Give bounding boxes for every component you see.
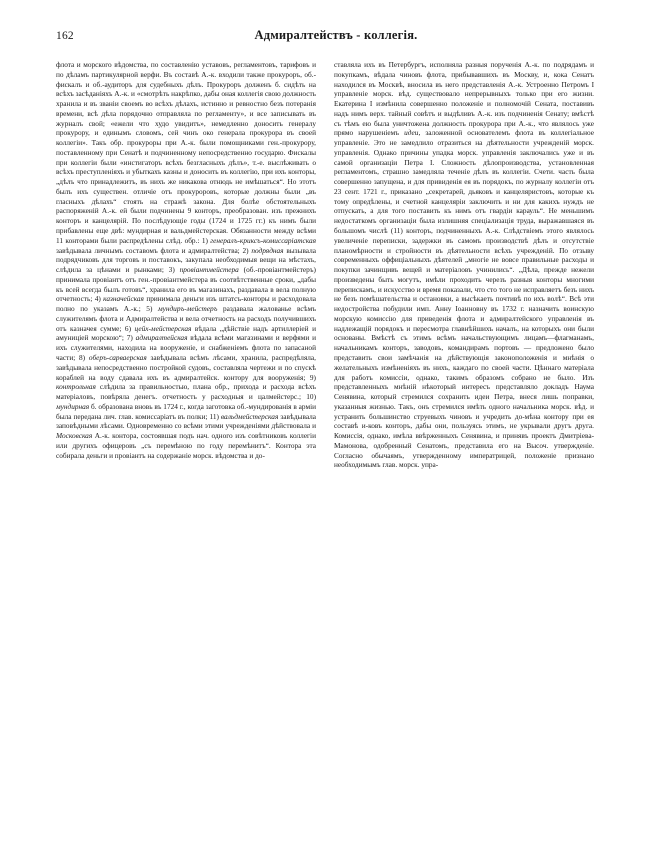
- column-left: [56, 60, 316, 830]
- text-columns: [56, 60, 594, 830]
- running-title: Адмиралтействъ - коллегія.: [254, 28, 418, 42]
- column-left-text: флота и морского вѣдомства, по составленію уставовъ, регламентовъ, тарифовъ и по дѣламъ партикулярной верфи. Въ составѣ А.-к. входили также прокуроръ, об.-фискалъ и об.-аудиторъ для судебныхъ дѣлъ. Прокуроръ долженъ б. сидѣть на всѣхъ засѣданіяхъ А.-к. и «смотрѣть накрѣпко, дабы оная коллегія свою должность хранила и въ званіи своемъ во всѣхъ дѣлахъ, истинно и ревностно безъ потеранія времени, всѣ дѣла порядочно отправляла по регламенту», и все записывать въ журналъ свой; «ежели что худо увидитъ», немедленно доносить генералу прокурору, и единымъ словомъ, сей чинъ око генерала прокурора въ своей коллегіи». Такъ обр. прокуроры при А.-к. были помощниками ген.-прокурору, поставленному при Сенатѣ и подчиненному непосредственно государю. Фискалы при коллегіи были «инстигаторъ всѣхъ безгласныхъ дѣлъ», т.-е. выслѣживать о всѣхъ преступленіяхъ и убыткахъ казны и доносить въ коллегію, при ихъ конторы, „дѣлъ что принадлежитъ, въ нихъ же никакова отнюдь не имѣшаться“. Но этотъ былъ ихъ существен. отличіе отъ прокуроровъ, которые должны были „въ гласныхъ дѣлахъ“ стоять на стражѣ закона. Для болѣе обстоятельныхъ распоряженій А.-к. ей были подчинены 9 конторъ, преобразован. изъ прежнихъ конторъ и канцелярій. По послѣдующіе годы (1724 и 1725 гг.) къ нимъ были прибавлены еще двѣ: мундирная и вальдмейстерская. Обязанности между всѣми 11 конторами были распредѣлены слѣд. обр.: 1) генералъ-криксъ-комиссаріатская завѣдывала личнымъ составомъ флота и адмиралтейства; 2) подрядная вызывала подрядчиковъ для торговъ и поставокъ, закупала необходимыя вещи на мѣстахъ, слѣдила за цѣнами и рынками; 3) провіантмейстера (об.-провіантмейстеръ) принимала провіантъ отъ ген.-провіантмейстера въ соотвѣтственные сроки, „дабы къ всей всегда былъ готовъ“, хранила его въ магазинахъ, раздавала в вела полную отчетность; 4) казначейская принимала деньги изъ штатсъ-конторы и расходовала полно по указамъ А.-к.; 5) мундиръ-мейстеръ раздавала жалованье всѣмъ служителямъ флота и Адмиралтейства и вела отчетность на расходъ получившихъ отъ казначея сумме; 6) цейх-мейстерская вѣдала „дѣйствіе надъ артиллеріей и амуниціей морскою“; 7) адмиралтейская вѣдала всѣми магазинами и верфями и ихъ служителями, находила на вооруженіе, и снабженіемъ флота по запасаной части; 8) оберъ-сарваерская завѣдывала всѣмъ лѣсами, хранила, распредѣляла, завѣдывала непосредственно постройкой судовъ, составляла чертежи и по спускѣ кораблей на воду сдавала ихъ въ адмиралтейск. контору для вооруженія; 9) контрольная слѣдила за правильностью, плана обр., прихода и расхода всѣхъ матеріаловъ, повѣряла денегъ. отчетность у расходныя и цалмейстерс.; 10) мундирная б. образована вновь въ 1724 г., когда заготовка об.-мундированія в арміи была передана лич. глав. комиссаріатъ въ полки; 11) вальдмейстерская завѣдывала заповѣдными лѣсами. Одновременно со всѣми этими учрежденіями дѣйствовала и Московская А.-к. контора, состоявшая подъ нач. одного изъ совѣтниковъ коллегіи или другихъ офицеровъ „съ перемѣною по году перемѣнитъ“. Контора эта собирала деньги и провіантъ на содержаніе морск. вѣдомства и до-: [56, 60, 316, 460]
- column-right-text: ставляла ихъ въ Петербургъ, исполняла разныя порученія А.-к. по подрядамъ и покупкамъ, вѣдала чиновъ флота, прибывавшихъ въ Москву, и, кока Сенатъ находился въ Москвѣ, вносила въ него представленія А.-к. Устроенно Петромъ I управленіе морск. вѣд. существовало непрерывныхъ только при его жизни. Екатерина I измѣнила совершенно положеніе и полномочій Сената, поставивъ надъ нимъ верх. тайный совѣтъ и выдѣливъ А.-к. изъ подчиненія Сенату; вмѣстѣ съ тѣмъ ею была уничтожена должность прокурора при А.-к., что являлось уже прямо нарушеніемъ идеи, заложенной основателемъ флота въ коллегіальное управленіе. Это не замедлило отразиться на дѣятельности учрежденій морск. управленія. Однако причины упадка морск. управленія заключались уже и въ самой организаціи Петра I. Сложность дѣлопроизводства, установленная регламентомъ, страшно замедляла теченіе дѣлъ въ коллегіи. Счети. часть была совершенно запущена, и для привиденія ея въ порядокъ, по журналу коллегіи отъ 23 сент. 1721 г., приказано „секретарей, дьяковъ и канцеляристовъ, которые къ тому опредѣлены, и счетной канцеляріи заключить и ни для какихъ нуждъ не отпускать, а для того поставить къ нимъ отъ гвардіи карауль“. Не меньшимъ недостаткомъ организаціи была излишняя спеціализація труда, выражавшаяся въ большомъ числѣ (11) конторъ, подчиненныхъ А.-к. Слѣдствіемъ этого являлось увеличеніе переписки, задержки въ самомъ производствѣ дѣлъ и отсутствіе планомѣрности и стройности въ дѣятельности всѣхъ учрежденій. По отзыву современныхъ оффиціальныхъ дѣятелей „многіе не вовсе правильные расходы и покупки зачинщивъ вещей и матеріаловъ учинились“. „Дѣла, прежде нежели произведены быть могутъ, имѣли проходить черезъ разныя конторы многими перепискамъ, и искусство и время показали, что сто того не исправляетъ безъ нихъ не безъ помѣшательства и остановки, а высѣкаеть почтивѣ по ихъ волѣ“. Всѣ эти недостройства побудили имп. Анну Іоанновну въ 1732 г. назначить воинскую морскую комиссію для приведенія флота и адмиралтейского управленія въ надлежащій порядокъ и пересмотра главнѣйшихъ началъ, на которыхъ они были основаны. Вмѣстѣ съ этимъ всѣмъ начальствующимъ лицамъ—флагманамъ, начальникамъ конторъ, заводовъ, командирамъ портовъ — предложено было представить свои замѣчанія на дѣйствующія законоположенія и мнѣнія о желательныхъ измѣненіяхъ въ нихъ, каждаго по своей части. Цѣннаго матеріала для работъ комиссіи, однако, такимъ образомъ собрано не было. Изъ представленныхъ мнѣній нѣкоторый интересъ представляло докладъ Наума Сенявина, который стремился сохранить идеи Петра, внеся лишь поправки, указанныя жизнью. Такъ, онъ стремился имѣть одного начальника морск. вѣд. и устранить большинство струевыхъ чиновъ и учредить до-мѣна контору при ея составѣ и-ковъ конторъ, дабы они, пользуясь этимъ, не укрывали другъ друга. Комиссія, однако, имѣла ввѣрженныхъ Сенявина, и принявъ проектъ Дмитріева-Мамонова, одобренный Сенатомъ, представила его на Высоч. утвержденіе. Согласно обычаямъ, утвержденному императрицей, положеніе признано необходимымъ глав. морск. упра-: [334, 60, 594, 470]
- page-number: 162: [56, 30, 74, 42]
- page-header: [56, 28, 594, 46]
- column-right: [334, 60, 594, 830]
